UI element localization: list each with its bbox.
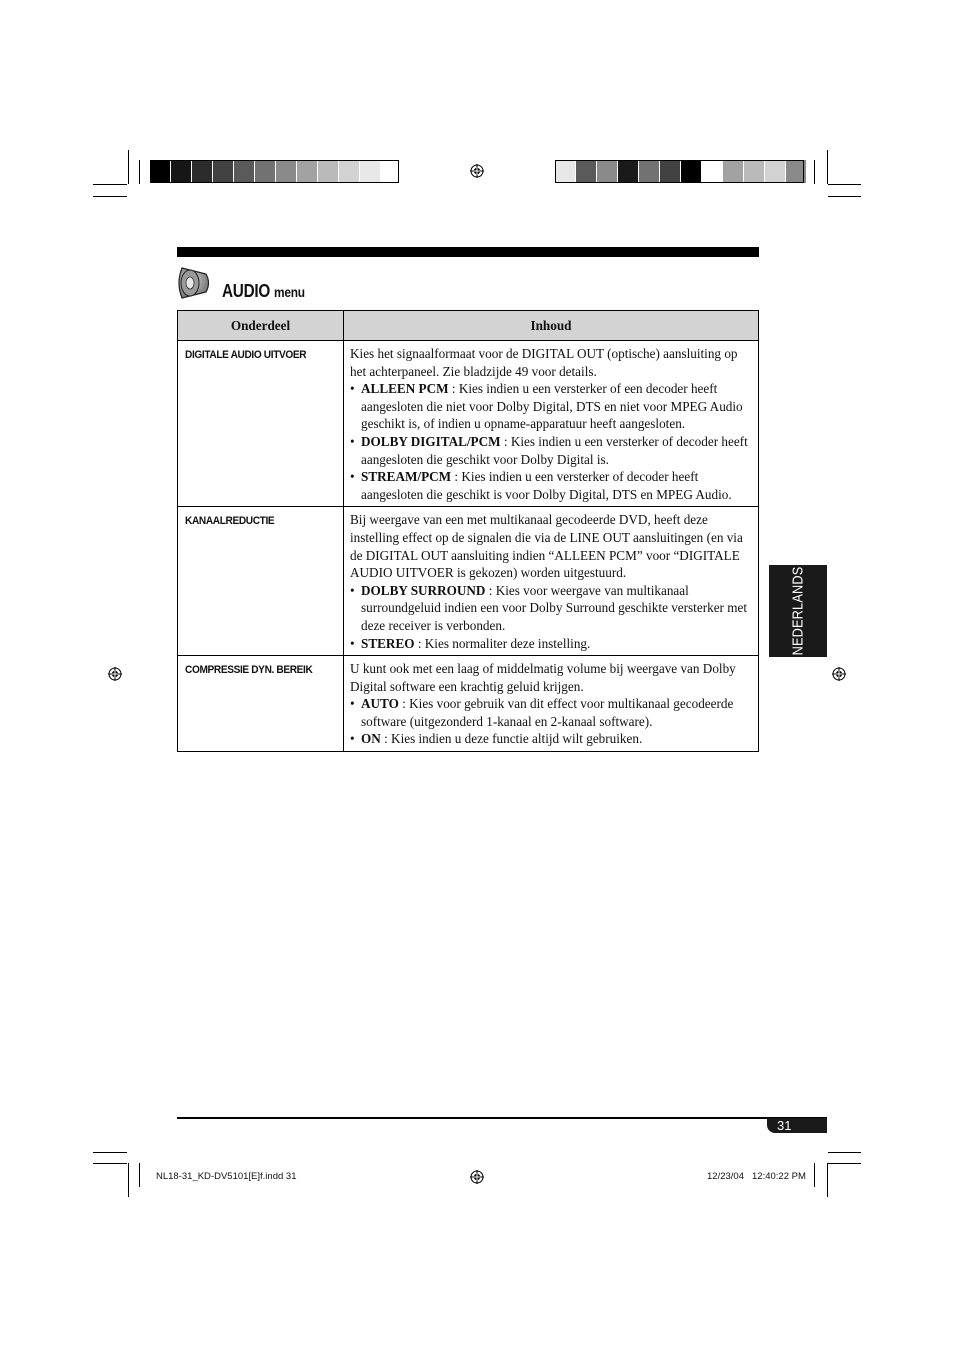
table-row (178, 656, 759, 752)
crop-mark (128, 1163, 129, 1197)
crop-mark (139, 1163, 140, 1187)
row-intro: Kies het signaalformaat voor de DIGITAL OUT (optische) aansluiting op het achterpaneel. Zie bladzijde 49 voor details. (350, 346, 738, 379)
option-term: STREAM/PCM (361, 469, 452, 485)
row-item-cell (178, 507, 344, 656)
crop-mark (93, 184, 127, 185)
list-item: • STEREO : Kies normaliter deze instelling. (350, 635, 591, 651)
row-intro: U kunt ook met een laag of middelmatig volume bij weergave van Dolby Digital software een krachtig geluid krijgen. (350, 661, 736, 694)
registration-mark-icon (470, 1170, 484, 1184)
crop-mark (828, 1163, 861, 1164)
column-header-content: Inhoud (344, 311, 759, 341)
option-text: : Kies voor weergave van multikanaal surroundgeluid indien een voor Dolby Surround geschikte versterker met deze receiver is verbonden. (361, 582, 748, 633)
option-term: STEREO (361, 635, 415, 651)
crop-mark (827, 150, 828, 184)
list-item: • ON : Kies indien u deze functie altijd wilt gebruiken. (350, 731, 643, 747)
option-text: : Kies indien u deze functie altijd wilt gebruiken. (380, 731, 643, 747)
option-term: DOLBY DIGITAL/PCM (361, 433, 501, 449)
option-text: : Kies normaliter deze instelling. (414, 635, 591, 651)
option-term: AUTO (361, 696, 399, 712)
color-bar-right-frame (555, 160, 804, 183)
page-number: 31 (767, 1118, 827, 1133)
section-bottom-rule (177, 1117, 827, 1119)
footer-date: 12/23/04 (707, 1171, 744, 1182)
crop-mark (93, 1152, 127, 1153)
table-row (178, 341, 759, 507)
option-term: DOLBY SURROUND (361, 582, 486, 598)
language-tab-label: NEDERLANDS (789, 566, 807, 656)
crop-mark (139, 160, 140, 184)
row-intro: Bij weergave van een met multikanaal gecodeerde DVD, heeft deze instelling effect op de signalen die via de LINE OUT aansluitingen (en via de DIGITAL OUT aansluiting indien “ALLEEN PCM” voor “DIGITALE AUDIO UITVOER is gekozen) worden uitgestuurd. (350, 512, 743, 581)
crop-mark (828, 196, 861, 197)
option-text: : Kies voor gebruik van dit effect voor multikanaal gecodeerde software (uitgezonderd 1-kanaal en 2-kanaal software). (361, 696, 734, 729)
section-top-rule (177, 247, 759, 257)
row-content-cell (344, 341, 759, 507)
row-content-cell (344, 507, 759, 656)
crop-mark (93, 1163, 127, 1164)
list-item: • DOLBY DIGITAL/PCM : Kies indien u een versterker of decoder heeft aangesloten die geschikt voor Dolby Digital is. (350, 433, 748, 467)
row-item-label: COMPRESSIE DYN. BEREIK (185, 664, 313, 677)
row-item-cell (178, 656, 344, 752)
table-row (178, 507, 759, 656)
crop-mark (828, 184, 861, 185)
crop-mark (827, 1163, 828, 1197)
speaker-icon (176, 264, 212, 302)
row-item-label: DIGITALE AUDIO UITVOER (185, 349, 307, 361)
settings-table (177, 310, 759, 752)
title-suffix: menu (274, 284, 305, 300)
crop-mark (93, 196, 127, 197)
crop-mark (814, 1163, 815, 1187)
color-bar-left-frame (150, 160, 399, 183)
option-text: : Kies indien u een versterker of decoder heeft aangesloten die geschikt is voor Dolby Digital, DTS en MPEG Audio. (361, 469, 732, 502)
registration-mark-icon (470, 164, 484, 178)
list-item: • AUTO : Kies voor gebruik van dit effect voor multikanaal gecodeerde software (uitgezonderd 1-kanaal en 2-kanaal software). (350, 696, 734, 729)
option-text: : Kies indien u een versterker of decoder heeft aangesloten die geschikt voor Dolby Digital is. (361, 433, 748, 467)
language-tab (769, 565, 827, 657)
registration-mark-icon (108, 667, 122, 681)
row-content-cell (344, 656, 759, 752)
list-item: • STREAM/PCM : Kies indien u een versterker of decoder heeft aangesloten die geschikt is voor Dolby Digital, DTS en MPEG Audio. (350, 469, 732, 502)
footer-time: 12:40:22 PM (752, 1171, 806, 1182)
title-main: AUDIO (222, 281, 271, 301)
option-term: ON (361, 731, 381, 747)
list-item: • DOLBY SURROUND : Kies voor weergave van multikanaal surroundgeluid indien een voor Dolby Surround geschikte versterker met deze receiver is verbonden. (350, 582, 748, 633)
registration-mark-icon (832, 667, 846, 681)
footer-filename: NL18-31_KD-DV5101[E]f.indd 31 (156, 1171, 297, 1182)
list-item: • ALLEEN PCM : Kies indien u een versterker of een decoder heeft aangesloten die niet voor Dolby Digital, DTS en niet voor MPEG Audio geschikt is, of indien u opname-apparatuur heeft aangesloten. (350, 381, 743, 432)
crop-mark (828, 1152, 861, 1153)
option-term: ALLEEN PCM (361, 381, 449, 397)
option-text: : Kies indien u een versterker of een decoder heeft aangesloten die niet voor Dolby Digital, DTS en niet voor MPEG Audio geschikt is, of indien u opname-apparatuur heeft aangesloten. (361, 381, 743, 432)
row-item-label: KANAALREDUCTIE (185, 515, 275, 528)
crop-mark (814, 160, 815, 184)
row-item-cell (178, 341, 344, 507)
page-title (222, 281, 305, 302)
table-header-row (178, 311, 759, 341)
column-header-item: Onderdeel (178, 311, 344, 341)
crop-mark (128, 150, 129, 184)
